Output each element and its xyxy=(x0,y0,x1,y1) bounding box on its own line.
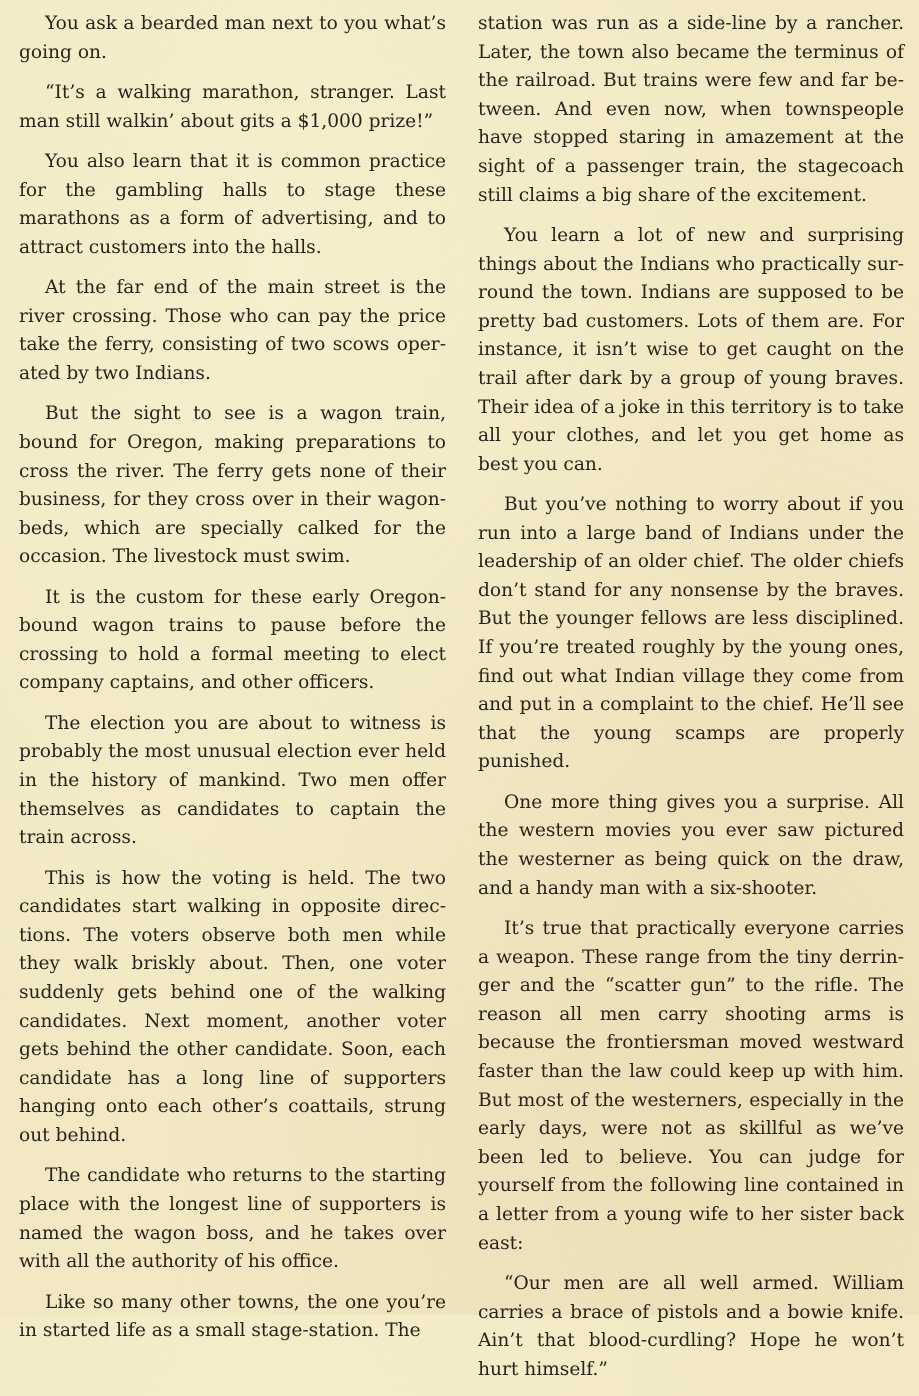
right-column xyxy=(478,10,904,1396)
paragraph: The candidate who returns to the starting place with the longest line of supporters is named the wagon boss, and he takes over with all the authority of his office. xyxy=(19,1165,446,1273)
paragraph: “Our men are all well armed. William carries a brace of pistols and a bowie knife. Ain’t that blood-curdling? Hope he won’t hurt himself.” xyxy=(478,1272,904,1380)
paragraph: At the far end of the main street is the river crossing. Those who can pay the price take the ferry, consisting of two scows operated by two Indians. xyxy=(19,277,446,384)
paragraph: This is how the voting is held. The two candidates start walking in opposite directions. The voters observe both men while they walk briskly about. Then, one voter suddenly gets behind one of the walking candidates. Next moment, another voter gets behind the other candidate. Soon, each candidate has a long line of supporters hanging onto each other’s coattails, strung out behind. xyxy=(19,867,446,1146)
paragraph: You also learn that it is common practice for the gambling halls to stage these marathons as a form of advertising, and to attract customers into the halls. xyxy=(19,150,446,258)
paragraph: “It’s a walking marathon, stranger. Last man still walkin’ about gits a $1,000 prize!” xyxy=(19,81,446,132)
paragraph: It’s true that practically everyone carries a weapon. These range from the tiny derringer and the “scatter gun” to the rifle. The reason all men carry shooting arms is because the frontiersman moved westward faster than the law could keep up with him. But most of the westerners, especially in the early days, were not as skillful as we’ve been led to believe. You can judge for yourself from the following line contained in a letter from a young wife to her sister back east: xyxy=(478,918,904,1254)
paragraph: But the sight to see is a wagon train, bound for Oregon, making preparations to cross the river. The ferry gets none of their business, for they cross over in their wagon-beds, which are specially calked for the occasion. The livestock must swim. xyxy=(19,403,446,568)
paragraph: You ask a bearded man next to you what’s going on. xyxy=(19,13,446,63)
paragraph: Like so many other towns, the one you’re in started life as a small stage-station. The xyxy=(19,1291,446,1342)
paragraph-continuation: station was run as a side-line by a rancher. Later, the town also became the terminus of the railroad. But trains were few and far between. And even now, when townspeople have stopped staring in amazement at the sight of a passenger train, the stagecoach still claims a big share of the excitement. xyxy=(478,13,904,206)
paragraph: It is the custom for these early Oregon-bound wagon trains to pause before the crossing to hold a formal meeting to elect company captains, and other officers. xyxy=(19,586,446,694)
paragraph: The election you are about to witness is probably the most unusual election ever held in the history of mankind. Two men offer themselves as candidates to captain the train across. xyxy=(19,712,446,849)
left-column xyxy=(19,10,446,1358)
paragraph: You learn a lot of new and surprising things about the Indians who practically surround the town. Indians are supposed to be pretty bad customers. Lots of them are. For instance, it isn’t wise to get caught on the trail after dark by a group of young braves. Their idea of a joke in this territory is to take all your clothes, and let you get home as best you can. xyxy=(478,224,904,475)
paragraph: One more thing gives you a surprise. All the western movies you ever saw pictured the westerner as being quick on the draw, and a handy man with a six-shooter. xyxy=(478,791,904,899)
paragraph: But you’ve nothing to worry about if you run into a large band of Indians under the leadership of an older chief. The older chiefs don’t stand for any nonsense by the braves. But the younger fellows are less disciplined. If you’re treated roughly by the young ones, find out what Indian village they come from and put in a complaint to the chief. He’ll see that the young scamps are properly punished. xyxy=(478,494,904,773)
